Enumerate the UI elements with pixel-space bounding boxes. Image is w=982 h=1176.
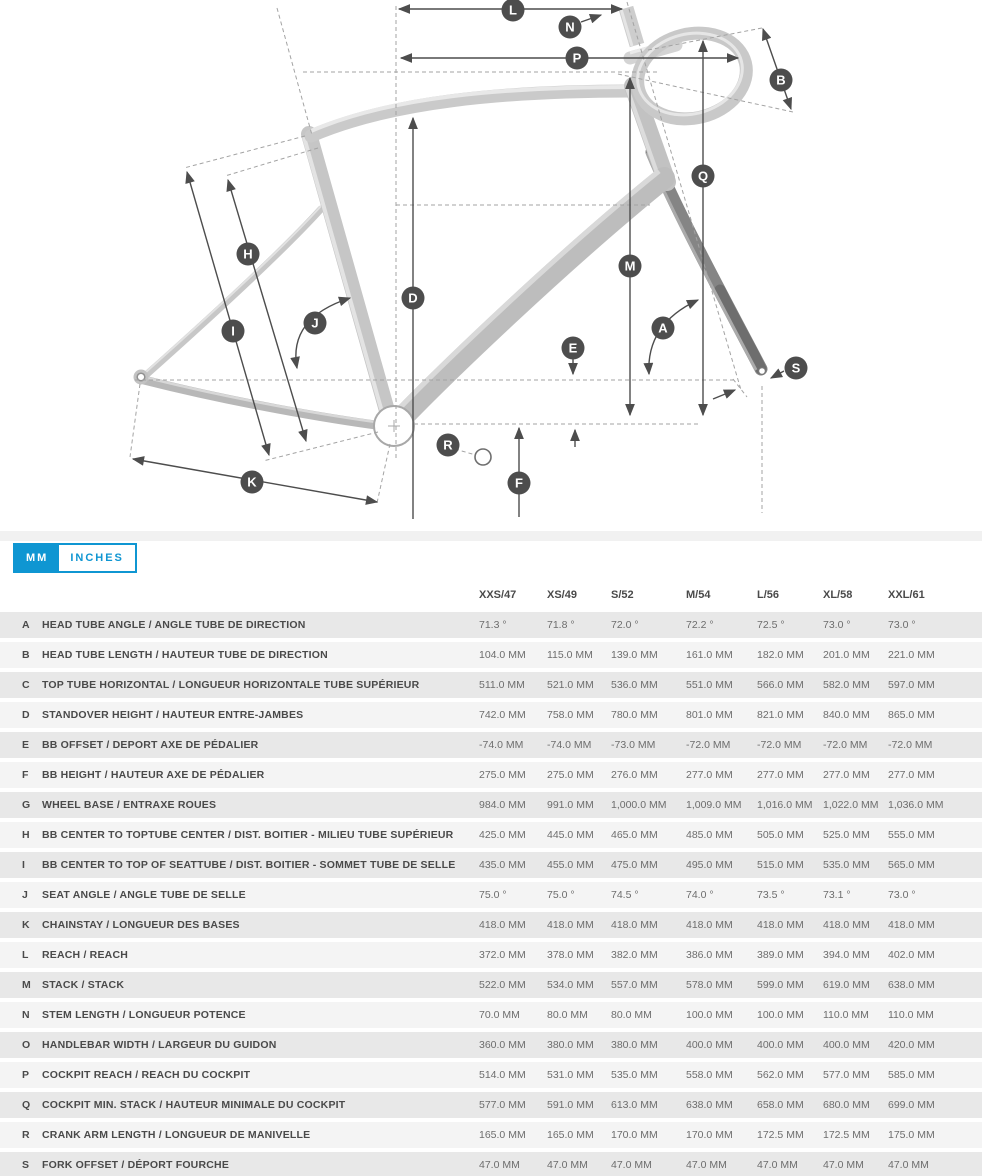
unit-button-mm[interactable]: MM — [15, 545, 59, 571]
geometry-row-E — [0, 732, 982, 758]
geometry-value: 619.0 MM — [823, 979, 870, 991]
geometry-row-A — [0, 612, 982, 638]
geometry-value: 1,036.0 MM — [888, 799, 944, 811]
geometry-value: 139.0 MM — [611, 649, 658, 661]
row-label: BB CENTER TO TOPTUBE CENTER / DIST. BOITIER - MILIEU TUBE SUPÉRIEUR — [42, 829, 454, 841]
geometry-value: 110.0 MM — [888, 1009, 934, 1021]
geometry-value: 591.0 MM — [547, 1099, 594, 1111]
row-letter: K — [22, 919, 30, 931]
svg-text:L: L — [509, 2, 517, 18]
row-label: SEAT ANGLE / ANGLE TUBE DE SELLE — [42, 889, 246, 901]
geometry-value: 865.0 MM — [888, 709, 935, 721]
unit-button-inches[interactable]: INCHES — [59, 545, 135, 571]
geometry-row-I — [0, 852, 982, 878]
geometry-row-Q — [0, 1092, 982, 1118]
geometry-value: 73.0 ° — [888, 619, 916, 631]
geometry-value: 558.0 MM — [686, 1069, 733, 1081]
geometry-value: 47.0 MM — [686, 1159, 727, 1171]
geometry-value: -74.0 MM — [479, 739, 524, 751]
geometry-value: 400.0 MM — [686, 1039, 733, 1051]
geometry-value: 72.5 ° — [757, 619, 785, 631]
size-column-header: XXL/61 — [888, 589, 925, 601]
geometry-value: 100.0 MM — [757, 1009, 804, 1021]
geometry-value: 821.0 MM — [757, 709, 804, 721]
dimension-marker-H — [237, 243, 260, 266]
dimension-marker-E — [562, 337, 585, 360]
row-label: CHAINSTAY / LONGUEUR DES BASES — [42, 919, 240, 931]
row-letter: S — [22, 1159, 30, 1171]
geometry-value: 276.0 MM — [611, 769, 658, 781]
geometry-value: -72.0 MM — [888, 739, 933, 751]
geometry-value: 418.0 MM — [686, 919, 733, 931]
geometry-value: 47.0 MM — [888, 1159, 929, 1171]
geometry-row-R — [0, 1122, 982, 1148]
row-letter: Q — [22, 1099, 31, 1111]
row-label: WHEEL BASE / ENTRAXE ROUES — [42, 799, 217, 811]
row-label: STEM LENGTH / LONGUEUR POTENCE — [42, 1009, 246, 1021]
geometry-value: -72.0 MM — [757, 739, 802, 751]
geometry-value: 73.0 ° — [888, 889, 916, 901]
row-label: BB CENTER TO TOP OF SEATTUBE / DIST. BOITIER - SOMMET TUBE DE SELLE — [42, 859, 456, 871]
geometry-value: 577.0 MM — [823, 1069, 870, 1081]
svg-text:D: D — [408, 290, 418, 306]
geometry-value: 522.0 MM — [479, 979, 526, 991]
geometry-value: 425.0 MM — [479, 829, 526, 841]
dimension-marker-I — [222, 320, 245, 343]
row-letter: H — [22, 829, 30, 841]
geometry-value: 420.0 MM — [888, 1039, 935, 1051]
geometry-value: 536.0 MM — [611, 679, 658, 691]
geometry-value: 1,022.0 MM — [823, 799, 879, 811]
geometry-diagram — [0, 0, 982, 540]
geometry-value: 534.0 MM — [547, 979, 594, 991]
geometry-value: 70.0 MM — [479, 1009, 520, 1021]
geometry-value: 73.5 ° — [757, 889, 785, 901]
svg-text:F: F — [515, 475, 523, 491]
geometry-value: 555.0 MM — [888, 829, 935, 841]
geometry-value: 658.0 MM — [757, 1099, 804, 1111]
geometry-value: 742.0 MM — [479, 709, 526, 721]
measurement-arrows — [133, 9, 791, 519]
geometry-row-C — [0, 672, 982, 698]
dimension-marker-R — [437, 434, 460, 457]
row-letter: J — [22, 889, 28, 901]
geometry-value: -73.0 MM — [611, 739, 656, 751]
dimension-marker-B — [770, 69, 793, 92]
geometry-row-D — [0, 702, 982, 728]
row-label: HEAD TUBE LENGTH / HAUTEUR TUBE DE DIRECTION — [42, 649, 328, 661]
dimension-markers — [222, 0, 808, 495]
geometry-value: 801.0 MM — [686, 709, 733, 721]
geometry-value: -72.0 MM — [823, 739, 868, 751]
geometry-value: 1,016.0 MM — [757, 799, 813, 811]
bottom-bracket — [374, 406, 414, 446]
dimension-marker-J — [304, 312, 327, 335]
row-label: STANDOVER HEIGHT / HAUTEUR ENTRE-JAMBES — [42, 709, 304, 721]
geometry-value: 435.0 MM — [479, 859, 526, 871]
geometry-row-J — [0, 882, 982, 908]
svg-text:I: I — [231, 323, 235, 339]
svg-text:K: K — [247, 474, 257, 490]
geometry-value: 1,000.0 MM — [611, 799, 667, 811]
geometry-value: 465.0 MM — [611, 829, 658, 841]
dimension-marker-A — [652, 317, 675, 340]
geometry-value: 418.0 MM — [757, 919, 804, 931]
size-column-header: XXS/47 — [479, 589, 517, 601]
geometry-value: 505.0 MM — [757, 829, 804, 841]
geometry-value: 475.0 MM — [611, 859, 658, 871]
geometry-value: 100.0 MM — [686, 1009, 733, 1021]
geometry-value: 515.0 MM — [757, 859, 804, 871]
svg-text:A: A — [658, 320, 668, 336]
geometry-value: 400.0 MM — [757, 1039, 804, 1051]
geometry-value: 80.0 MM — [611, 1009, 652, 1021]
geometry-value: -72.0 MM — [686, 739, 731, 751]
row-label: HANDLEBAR WIDTH / LARGEUR DU GUIDON — [42, 1039, 277, 1051]
row-label: HEAD TUBE ANGLE / ANGLE TUBE DE DIRECTION — [42, 619, 306, 631]
geometry-value: 71.3 ° — [479, 619, 507, 631]
geometry-value: 680.0 MM — [823, 1099, 870, 1111]
size-header-row — [0, 577, 982, 609]
dimension-marker-K — [241, 471, 264, 494]
svg-text:E: E — [568, 340, 578, 356]
row-letter: L — [22, 949, 29, 961]
geometry-value: 72.0 ° — [611, 619, 639, 631]
svg-text:M: M — [624, 258, 636, 274]
geometry-value: 565.0 MM — [888, 859, 935, 871]
row-letter: C — [22, 679, 30, 691]
geometry-value: 165.0 MM — [547, 1129, 594, 1141]
geometry-value: 386.0 MM — [686, 949, 733, 961]
row-letter: G — [22, 799, 31, 811]
geometry-value: 418.0 MM — [888, 919, 935, 931]
geometry-value: 597.0 MM — [888, 679, 935, 691]
svg-text:N: N — [565, 19, 575, 35]
geometry-value: 638.0 MM — [686, 1099, 733, 1111]
row-label: CRANK ARM LENGTH / LONGUEUR DE MANIVELLE — [42, 1129, 311, 1141]
geometry-value: 47.0 MM — [611, 1159, 652, 1171]
geometry-value: 699.0 MM — [888, 1099, 935, 1111]
geometry-value: 535.0 MM — [611, 1069, 658, 1081]
geometry-value: 182.0 MM — [757, 649, 804, 661]
row-letter: D — [22, 709, 30, 721]
geometry-value: 400.0 MM — [823, 1039, 870, 1051]
svg-text:B: B — [776, 72, 786, 88]
geometry-value: 402.0 MM — [888, 949, 935, 961]
geometry-row-B — [0, 642, 982, 668]
geometry-row-F — [0, 762, 982, 788]
size-column-header: XS/49 — [547, 589, 577, 601]
geometry-value: 585.0 MM — [888, 1069, 935, 1081]
size-column-header: M/54 — [686, 589, 711, 601]
geometry-value: 170.0 MM — [686, 1129, 733, 1141]
pedal-axis-circle — [475, 449, 491, 465]
geometry-value: 445.0 MM — [547, 829, 594, 841]
geometry-value: 991.0 MM — [547, 799, 594, 811]
geometry-row-N — [0, 1002, 982, 1028]
row-letter: F — [22, 769, 29, 781]
geometry-value: 104.0 MM — [479, 649, 526, 661]
geometry-value: 638.0 MM — [888, 979, 935, 991]
geometry-value: 47.0 MM — [479, 1159, 520, 1171]
row-label: BB HEIGHT / HAUTEUR AXE DE PÉDALIER — [42, 769, 265, 781]
geometry-value: 80.0 MM — [547, 1009, 588, 1021]
geometry-value: 275.0 MM — [479, 769, 526, 781]
geometry-value: -74.0 MM — [547, 739, 592, 751]
geometry-value: 71.8 ° — [547, 619, 575, 631]
geometry-value: 566.0 MM — [757, 679, 804, 691]
front-dropout — [759, 368, 766, 375]
geometry-value: 1,009.0 MM — [686, 799, 742, 811]
row-letter: E — [22, 739, 30, 751]
row-letter: M — [22, 979, 31, 991]
geometry-row-O — [0, 1032, 982, 1058]
geometry-value: 47.0 MM — [757, 1159, 798, 1171]
size-column-header: S/52 — [611, 589, 634, 601]
row-label: REACH / REACH — [42, 949, 129, 961]
geometry-rows — [0, 612, 982, 1176]
section-divider — [0, 531, 982, 541]
geometry-value: 277.0 MM — [888, 769, 935, 781]
svg-text:Q: Q — [697, 168, 709, 184]
geometry-value: 531.0 MM — [547, 1069, 594, 1081]
geometry-value: 372.0 MM — [479, 949, 526, 961]
size-column-header: L/56 — [757, 589, 780, 601]
dimension-marker-N — [559, 16, 582, 39]
geometry-value: 511.0 MM — [479, 679, 525, 691]
size-column-header: XL/58 — [823, 589, 853, 601]
geometry-value: 525.0 MM — [823, 829, 870, 841]
geometry-value: 115.0 MM — [547, 649, 593, 661]
geometry-value: 165.0 MM — [479, 1129, 526, 1141]
svg-text:J: J — [311, 315, 319, 331]
row-letter: R — [22, 1129, 30, 1141]
svg-text:S: S — [791, 360, 801, 376]
dimension-marker-L — [502, 0, 525, 22]
geometry-value: 382.0 MM — [611, 949, 658, 961]
geometry-value: 73.0 ° — [823, 619, 851, 631]
geometry-value: 110.0 MM — [823, 1009, 869, 1021]
dimension-marker-S — [785, 357, 808, 380]
dimension-marker-P — [566, 47, 589, 70]
geometry-value: 75.0 ° — [479, 889, 507, 901]
geometry-value: 170.0 MM — [611, 1129, 658, 1141]
geometry-value: 418.0 MM — [823, 919, 870, 931]
svg-text:H: H — [243, 246, 253, 262]
geometry-value: 578.0 MM — [686, 979, 733, 991]
construction-lines — [130, 2, 793, 513]
geometry-value: 172.5 MM — [823, 1129, 870, 1141]
geometry-value: 840.0 MM — [823, 709, 870, 721]
geometry-value: 455.0 MM — [547, 859, 594, 871]
row-label: COCKPIT REACH / REACH DU COCKPIT — [42, 1069, 251, 1081]
geometry-row-M — [0, 972, 982, 998]
row-label: TOP TUBE HORIZONTAL / LONGUEUR HORIZONTALE TUBE SUPÉRIEUR — [42, 679, 420, 691]
row-label: STACK / STACK — [42, 979, 125, 991]
row-letter: I — [22, 859, 25, 871]
dimension-marker-M — [619, 255, 642, 278]
row-label: COCKPIT MIN. STACK / HAUTEUR MINIMALE DU COCKPIT — [42, 1099, 346, 1111]
geometry-value: 514.0 MM — [479, 1069, 526, 1081]
geometry-value: 72.2 ° — [686, 619, 714, 631]
unit-toggle — [13, 543, 137, 573]
geometry-value: 418.0 MM — [611, 919, 658, 931]
geometry-value: 161.0 MM — [686, 649, 733, 661]
geometry-value: 577.0 MM — [479, 1099, 526, 1111]
svg-text:P: P — [572, 50, 582, 66]
geometry-value: 389.0 MM — [757, 949, 804, 961]
row-letter: P — [22, 1069, 30, 1081]
geometry-value: 380.0 MM — [611, 1039, 658, 1051]
geometry-value: 175.0 MM — [888, 1129, 935, 1141]
geometry-value: 495.0 MM — [686, 859, 733, 871]
row-label: FORK OFFSET / DÉPORT FOURCHE — [42, 1159, 230, 1171]
geometry-value: 599.0 MM — [757, 979, 804, 991]
geometry-value: 277.0 MM — [757, 769, 804, 781]
geometry-value: 485.0 MM — [686, 829, 733, 841]
geometry-row-G — [0, 792, 982, 818]
geometry-row-K — [0, 912, 982, 938]
row-letter: N — [22, 1009, 30, 1021]
geometry-value: 551.0 MM — [686, 679, 733, 691]
geometry-row-H — [0, 822, 982, 848]
geometry-value: 557.0 MM — [611, 979, 658, 991]
geometry-value: 418.0 MM — [547, 919, 594, 931]
geometry-value: 613.0 MM — [611, 1099, 658, 1111]
geometry-value: 378.0 MM — [547, 949, 594, 961]
geometry-row-S — [0, 1152, 982, 1176]
row-label: BB OFFSET / DEPORT AXE DE PÉDALIER — [42, 739, 259, 751]
geometry-value: 172.5 MM — [757, 1129, 804, 1141]
geometry-value: 582.0 MM — [823, 679, 870, 691]
geometry-value: 380.0 MM — [547, 1039, 594, 1051]
geometry-value: 277.0 MM — [686, 769, 733, 781]
geometry-value: 201.0 MM — [823, 649, 870, 661]
frame-diagram-svg — [0, 0, 982, 540]
geometry-value: 221.0 MM — [888, 649, 935, 661]
geometry-value: 277.0 MM — [823, 769, 870, 781]
geometry-value: 73.1 ° — [823, 889, 851, 901]
geometry-value: 780.0 MM — [611, 709, 658, 721]
geometry-value: 521.0 MM — [547, 679, 594, 691]
geometry-value: 74.0 ° — [686, 889, 714, 901]
geometry-value: 394.0 MM — [823, 949, 870, 961]
geometry-value: 562.0 MM — [757, 1069, 804, 1081]
geometry-value: 74.5 ° — [611, 889, 639, 901]
row-letter: A — [22, 619, 30, 631]
geometry-value: 275.0 MM — [547, 769, 594, 781]
row-letter: O — [22, 1039, 31, 1051]
dimension-marker-F — [508, 472, 531, 495]
geometry-value: 758.0 MM — [547, 709, 594, 721]
geometry-value: 47.0 MM — [547, 1159, 588, 1171]
geometry-value: 75.0 ° — [547, 889, 575, 901]
geometry-row-P — [0, 1062, 982, 1088]
geometry-value: 47.0 MM — [823, 1159, 864, 1171]
geometry-row-L — [0, 942, 982, 968]
geometry-value: 418.0 MM — [479, 919, 526, 931]
geometry-value: 535.0 MM — [823, 859, 870, 871]
dimension-marker-D — [402, 287, 425, 310]
row-letter: B — [22, 649, 30, 661]
svg-text:R: R — [443, 437, 453, 453]
geometry-value: 984.0 MM — [479, 799, 526, 811]
geometry-value: 360.0 MM — [479, 1039, 526, 1051]
dimension-marker-Q — [692, 165, 715, 188]
